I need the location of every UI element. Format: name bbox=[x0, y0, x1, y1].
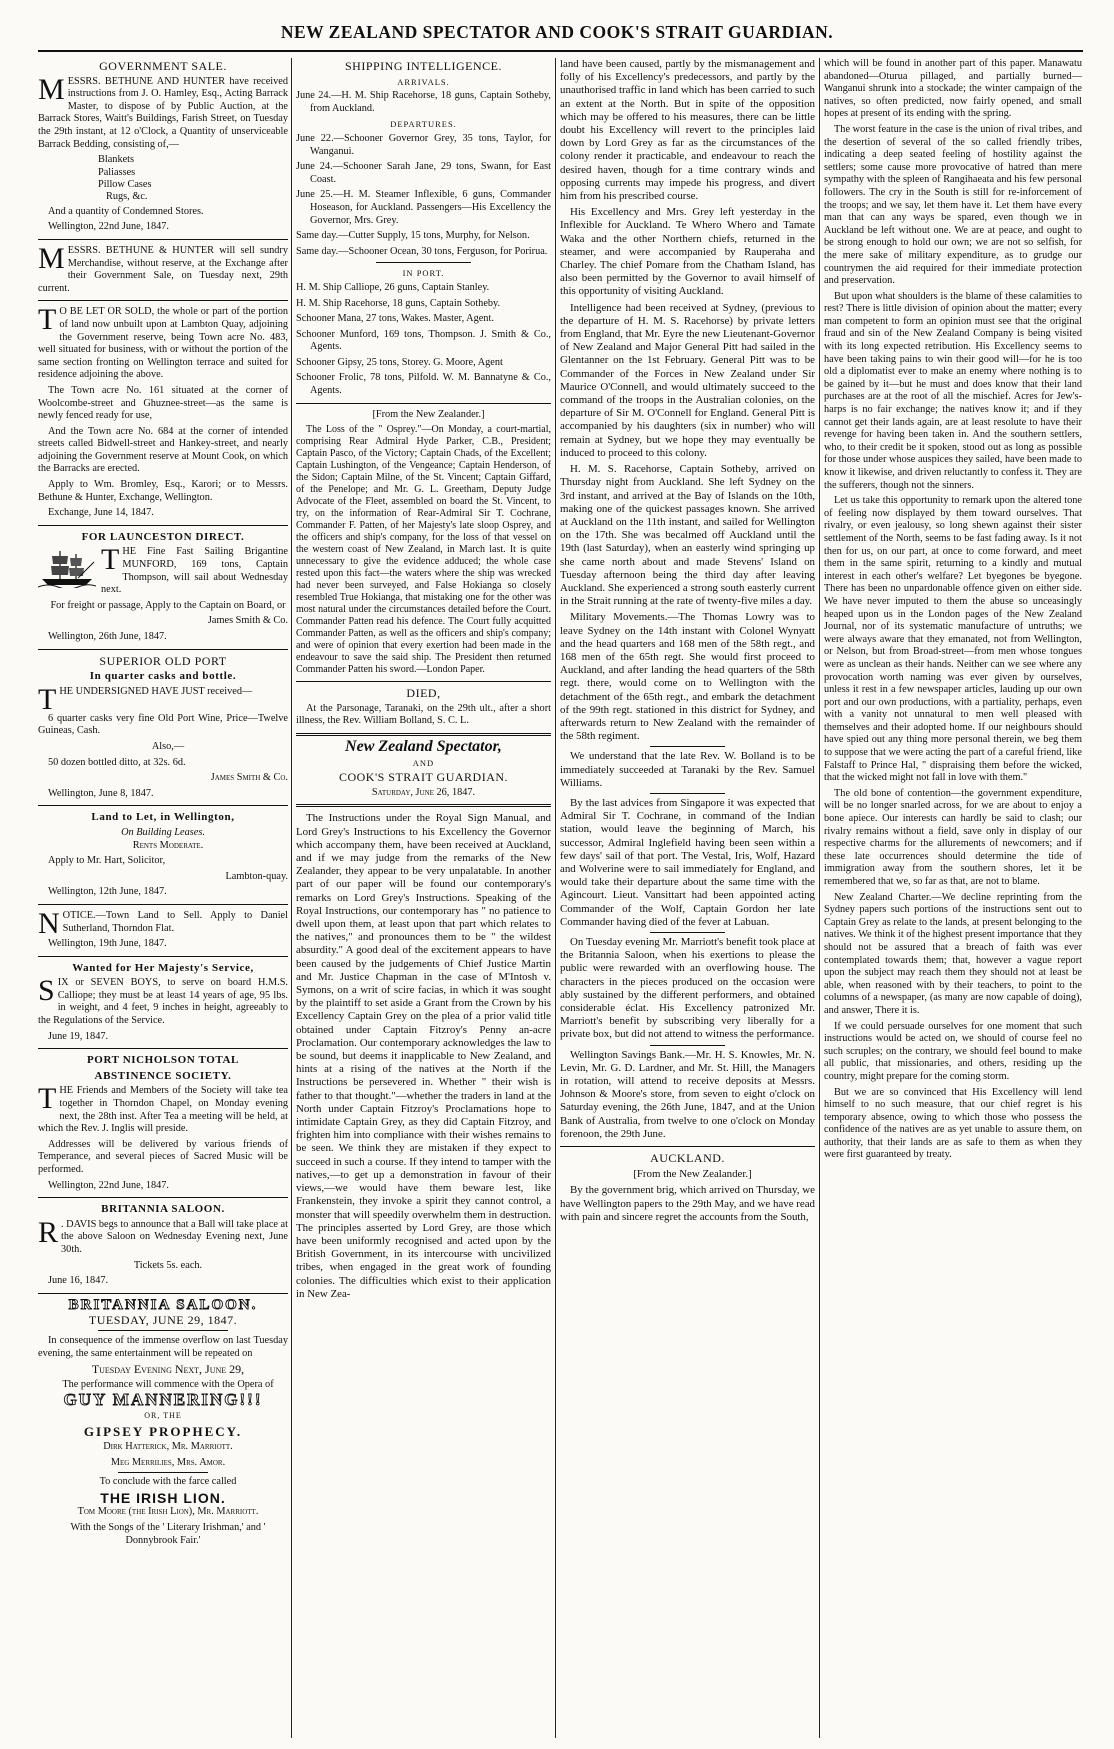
newspaper-subtitle: COOK'S STRAIT GUARDIAN. bbox=[338, 770, 509, 785]
divider bbox=[650, 932, 725, 933]
divider bbox=[650, 746, 725, 747]
gov-sale-items: Blankets Paliasses Pillow Cases Rugs, &c. bbox=[98, 154, 152, 203]
osprey-article: The Loss of the " Osprey."—On Monday, a court-martial, comprising Rear Admiral Hyde Parker, C.B., President; Captain Pasco, of the Victory; Captain Chads, of the Excellent; Captain Lushington, of the Vengeance; Captain Henderson, of the Sidon; Captain Milne, of the St. Vincent; Captain Giffard, of the Penelope; and Mr. G. L. Greetham, Deputy Judge Advocate of the Fleet, assembled on board the St. Vincent, to try, on the information of Rear-Admiral Sir T. Cochrane, Commander F. Patten, of her Majesty's late sloop Osprey, and the officers and ship's company, for the loss of that vessel on the western coast of New Zealand, in March last. It is quite unnecessary to give the evidence adduced; the whole case rested upon this fact—the waters where the ship was wrecked had never been surveyed, and False Hokianga so closely resembled True Hokianga, that mistaking one for the other was most natural under the circumstances detailed before the Court. Commander Patten read his defence. The Court fully acquitted Commander Patten, as well as the officers and ship's company; and were of opinion that every exertion had been made in the endeavour to save the said ship. The President then returned Commander Patten his sword.—London Paper. bbox=[296, 424, 551, 676]
opera-title: GUY MANNERING!!! bbox=[63, 1390, 263, 1410]
column-2: SHIPPING INTELLIGENCE. ARRIVALS. June 24.—H. M. Ship Racehorse, 18 guns, Captain Sotheby, from Auckland. DEPARTURES. June 22.—Schooner Governor Grey, 35 tons, Taylor, for Wanganui. June 24.—Schooner Sarah Jane, 29 tons, Swann, for East Coast. June 25.—H. M. Steamer Inflexible, 6 guns, Commander Hoseason, for Auckland. Passengers—His Excellency the Governor, Mrs. Grey. Same day.—Cutter Supply, 15 tons, Murphy, for Nelson. Same day.—Schooner Ocean, 30 tons, Ferguson, for Porirua. IN PORT. H. M. Ship Calliope, 26 guns, Captain Stanley. H. M. Ship Racehorse, 18 guns, Captain Sotheby. Schooner Mana, 27 tons, Wakes. Master, Agent. Schooner Munford, 169 tons, Thompson. J. Smith & Co., Agents. Schooner Gipsy, 25 tons, Storey. G. Moore, Agent Schooner Frolic, 78 tons, Pilfold. W. M. Bannatyne & Co., Agents. [From the New Zealander.] The Loss of the " Osprey."—On Monday, a court-martial, comprising Rear Admiral Hyde Parker, C.B., President; Captain Pasco, of the Victory; Captain Chads, of the Excellent; Captain Lushington, of the Vengeance; Captain Henderson, of the Sidon; Captain Milne, of the St. Vincent; Captain Giffard, of the Penelope; and Mr. G. L. Greetham, Deputy Judge Advocate of the Fleet, assembled on board the St. Vincent, to try, on the information of Rear-Admiral Sir T. Cochrane, Commander F. Patten, of her Majesty's late sloop Osprey, and the officers and ship's company, for the loss of that vessel on the western coast of New Zealand, in March last. It is quite unnecessary to give the evidence adduced; the whole case rested upon this fact—the waters where the ship was wrecked had never been surveyed, and False Hokianga so closely resembled True Hokianga, that mistaking one for the other was most natural under the circumstances detailed before the Court. Commander Patten read his defence. The Court fully acquitted Commander Patten, as well as the officers and ship's company; and were of opinion that every exertion had been made in the endeavour to save the said ship. The President then returned Commander Patten his sword.—London Paper. DIED, At the Parsonage, Taranaki, on the 29th ult., after a short illness, the Rev. William Bolland, S. C. L. New Zealand Spectator, AND COOK'S STRAIT GUARDIAN. Saturday, June 26, 1847. The Instructions under the Royal Sign Manual, and Lord Grey's Instructions to his Excellency the Governor which accompany them, have been received at Auckland, and if we may judge from the remarks of the New Zealander, they appear to be very unpalatable. In another part of our paper will be found our contemporary's remarks on Lord Grey's Instructions. Speaking of the Royal Instructions, our contemporary has " no patience to dwell upon them, at least upon that part which relates to the natives," and pronounces them to be " the wildest absurdity." A good deal of the excitement appears to have been caused by the judgements of Chief Justice Martin and Mr. Justice Chapman in the case of M'Intosh v. Symons, on a writ of scire facias, in which it was sought by the plaintiff to set aside a Grant from the Crown by his Excellency Captain Grey on the plea of a prior valid title obtained under Captain Fitzroy's Penny an-acre Proclamation. Our contemporary acknowledges the law to be sound, but deems it inapplicable to New Zealand, and hints at a rising of the natives at the North if the Instructions be persevered in. Whether " their wish is father to that thought."—whether the traders in land at the North under Captain Fitzroy's Proclamations hope to intimidate Captain Grey, as they did Captain Fitzroy, and frighten him into compliance with their wishes remains to be seen. We think they are mistaken if they expect to succeed in such a course. If they intend to tamper with the natives,—to get up a demonstration in favour of their views,—we would have them beware lest, like Frankenstein, they invoke a spirit they cannot control, a monster that will speedily overwhelm them in destruction. The principles asserted by Lord Grey, are those which have been uniformly recognised and acted upon by the British Government, in its intercourse with uncivilized tribes, when engaged in the great work of founding colonies. The difficulties which exist to their application in New Zea- bbox=[296, 59, 551, 1300]
divider bbox=[118, 1472, 208, 1473]
divider bbox=[296, 403, 551, 404]
auckland-heading: AUCKLAND. bbox=[650, 1151, 725, 1166]
column-4: which will be found in another part of this paper. Manawatu abandoned—Oturua pillaged, and partially burned—Wanganui shrunk into a stockade; the winter campaign of the natives, so often predicted, now fairly opened, and small hopes at present of its ending with the spring. The worst feature in the case is the union of rival tribes, and the desertion of several of the so called friendly tribes, indicating a deep seated feeling of hostility against the settlers; some cause more provocative of hatred than mere sympathy with the spleen of Rangihaeata and his few personal followers. The cry in the South is still for re-inforcement of the troops; and we say, let them have it. Let them have every man that can any ways be spared, even though we in Auckland be left without one. We are at peace, and ought to be strong enough to hold our own; we are not so selfish, for the mere sake of military expenditure, as to grudge our countrymen the aid required for their immediate protection and preservation. But upon what shoulders is the blame of these calamities to rest? There is little division of opinion about the matter; every man competent to form an opinion must see that the original fraud and sin of the New Zealand Company is being visited with its long expected retribution. His Excellency seems to have been taking pains to win their good will—for he is too old a diplomatist ever to make an enemy where nothing is to be gained by it—but he must and does know that their land purchases are at the root of all the mischief. Acres for Jew's-harps is no fair exchange; the natives know it; and if they cannot get their lands again, are at least resolute to have their revenge for having been taken in. And the southern settlers, who, to their credit be it spoken, stood out as long as possible for those under whose auspices they sailed, have been made to know it likewise, and driven reluctantly to confess it. They are the sufferers, though not the sinners. Let us take this opportunity to remark upon the altered tone of feeling now displayed by them toward ourselves. That rivalry, or even jealousy, so long shewn against their sister settlement of the North, seems to be fast fading away. Is it not then for us, on our part, at once to come forward, and meet them in the same spirit, returning to a kindly and mutual interest in each other's welfare? Let byegones be byegone. There has been no unpardonable offence given on either side. We have never imputed to them the abuse so unceasingly heaped upon us in the London pages of the New Zealand Journal, nor of its systematic manufacture of untruths; we were always aware that they emanated, not from Wellington, or Nelson, but from Broad-street—from men whose tongues were as unclean as their hands. Neither can we see where any provocation worth naming was ever given by ourselves, unless it rest in a few newspaper articles, lauding up our own port and our own productions, with a partiality, perhaps, even with a vanity not unnatural to men well pleased with themselves and their adopted home. If our neighbours should have spied out any thing more personal therein, we beg them to suppose that we were acting the part of a careful friend, like Falstaff to Prince Hal, " dispraising them before the wicked, that the wicked might not fall in love with them." The old bone of contention—the government expenditure, will be no longer snarled across, for we are about to enjoy a bone apiece. Our interests can hardly be said to clash; our rivalry remains without a field, save only in display of our respective charms for the allurements of newcomers; and if these late occurrences should determine the tide of immigration away from the southern shores, let it be remembered that we, so far as that, are not to blame. New Zealand Charter.—We decline reprinting from the Sydney papers such portions of the instructions sent out to Captain Grey as relate to the lands, at present belonging to the natives. We think it of the highest present importance that they should not be assured that a breach of faith was ever contemplated towards them; that, however a vague report upon the subject may reach them they should not at least be able, when reasoned with by their teachers, to point to the columns of a newspaper, (as many are now capable of doing), and answer, There it is. If we could persuade ourselves for one moment that such instructions would be acted on, we should of course feel no such scruples; on the contrary, we should feel bound to make all public, that missionaries, and others, residing up the country, might prepare for the coming storm. But we are so convinced that His Excellency will lend himself to no such measure, that our chief regret is his temporary absence, owing to which those who possess the confidence of the natives are as yet unable to assure them, on authority, that their lands are as safe to them as when they were first guaranteed by treaty. bbox=[824, 58, 1082, 1161]
divider bbox=[296, 804, 551, 807]
column-3: land have been caused, partly by the mismanagement and folly of his Excellency's predecessors, and partly by the unauthorised traffic in land which has been carried to such an extent at the North. But in spite of the opposition which may be offered to his measures, there can be little doubt his Excellency will revert to the principles laid down by Lord Grey as far as the circumstances of the colony render it practicable, and endeavour to reach the desired haven, though for a time contrary winds and opposing currents may impede his progress, and divert him from his prescribed course. His Excellency and Mrs. Grey left yesterday in the Inflexible for Auckland. Te Whero Whero and Tamate Waka and the other Northern chiefs, returned in the steamer, and were accompanied by Rauperaha and Charley. The chief Pomare from the Chatham Island, has also been permitted by the Governor to avail himself of this opportunity of visiting Auckland. Intelligence had been received at Sydney, (previous to the departure of H. M. S. Racehorse) by private letters from England, that Mr. Eyre the new Lieutenant-Governor of New Zealand and Major General Pitt had sailed in the Glentanner on the 1st February. General Pitt was to be Commander of the Forces in New Zealand under Sir Maurice O'Connell, and would ultimately succeed to the command of the troops in the Australian colonies, on the departure of Sir M. O'Connell for England. General Pitt is accompanied by his daughters (six in number) who will remain at Sydney, but we hope they may eventually be induced to proceed to this colony. H. M. S. Racehorse, Captain Sotheby, arrived on Thursday night from Auckland. She left Sydney on the 3rd instant, and arrived at the Bay of Islands on the 10th, making one of the quickest passages known. She arrived at Auckland on the 11th instant, and sailed for Wellington on the 17th. She was becalmed off Auckland until the 19th (last Saturday), when an easterly wind springing up she came north about and made Stevens' Island on Tuesday afternoon being the third day after leaving Auckland. She experienced a strong south easterly current in the Strait running at the rate of twenty-five miles a day. Military Movements.—The Thomas Lowry was to leave Sydney on the 14th instant with Colonel Wynyatt and the head quarters and 168 men of the 58th regt., and 168 men of the 65th regt. She would first proceed to Auckland, and after landing the head quarters of the 58th regt. there, would come on to Wellington with the detachment of the 65th regt., and embark the detachment of the 99th regt. stationed in this district for Sydney, and afterwards return to New Zealand with the remainder of the 58th regiment. We understand that the late Rev. W. Bolland is to be immediately succeeded at Taranaki by the Rev. Samuel Williams. By the last advices from Singapore it was expected that Admiral Sir T. Cochrane, in command of the Indian station, would leave the beginning of March, his successor, Admiral Inglefield having been seen within a few days' sail of that port. The Vestal, Iris, Wolf, Hazard and Wolverine were to sail immediately for England, and would take their departure about the same time with the Agincourt. Lieut. Vansittart had been appointed acting Commander of the Wolf, Captain Gordon her late Commander having died of the fever at Labuan. On Tuesday evening Mr. Marriott's benefit took place at the Britannia Saloon, when his exertions to please the public were rewarded with an overflowing house. The characters in the pieces produced on the occasion were ably sustained by the different performers, and obtained considerable éclat. His Excellency patronized Mr. Marriott's benefit by subscribing very liberally for a private box, but did not attend to witness the performance. Wellington Savings Bank.—Mr. H. S. Knowles, Mr. N. Levin, Mr. G. D. Lardner, and Mr. St. Hill, the Managers in rotation, will attend to receive deposits at Messrs. Johnson & Moore's store, from seven to eight o'clock on Saturday evening, the 26th June, 1847, and at the Union Bank of Australia, from twelve to one o'clock on Monday forenoon, the 29th June. AUCKLAND. [From the New Zealander.] By the government brig, which arrived on Thursday, we have Wellington papers to the 29th May, and we have read with pain and sincere regret the accounts from the South, bbox=[560, 58, 815, 1223]
divider bbox=[98, 1330, 228, 1331]
divider bbox=[296, 733, 551, 736]
divider bbox=[560, 1146, 815, 1147]
divider bbox=[38, 300, 288, 301]
opera-subtitle: GIPSEY PROPHECY. bbox=[83, 1423, 243, 1439]
column-rule bbox=[291, 58, 292, 1738]
divider bbox=[38, 956, 288, 957]
dropcap: M bbox=[38, 72, 65, 106]
ship-icon bbox=[38, 548, 96, 588]
newspaper-title: New Zealand Spectator, bbox=[345, 738, 502, 756]
died-heading: DIED, bbox=[406, 686, 441, 701]
let-notice: T O BE LET OR SOLD, the whole or part of the portion of land now unbuilt upon at Lambton Quay, adjoining the Government reserve, being Town acre No. 483, well situated for business, with or without the portion of the same section fronting on Wellington terrace and suited for residence adjoining the above. bbox=[38, 303, 288, 381]
divider bbox=[650, 1045, 725, 1046]
divider bbox=[38, 1197, 288, 1198]
abstinence-heading: PORT NICHOLSON TOTAL bbox=[86, 1054, 239, 1067]
column-1: GOVERNMENT SALE. MESSRS. BETHUNE AND HUNTER have received instructions from J. O. Hamley, Esq., Acting Barrack Master, to dispose of by Public Auction, at the Barrack Stores, Waitt's Buildings, Farish Street, on Tuesday the 29th instant, at 12 o'Clock, a Quantity of unserviceable Barrack Bedding, consisting of,— Blankets Paliasses Pillow Cases Rugs, &c. And a quantity of Condemned Stores. Wellington, 22nd June, 1847. MESSRS. BETHUNE & HUNTER will sell sundry Merchandise, without reserve, at the Exchange after their Government Sale, on Tuesday next, 29th current. T O BE LET OR SOLD, the whole or part of the portion of land now unbuilt upon at Lambton Quay, adjoining the Government reserve, being Town acre No. 483, well situated for business, with or without the portion of the same section fronting on Wellington terrace and suited for residence adjoining the above. The Town acre No. 161 situated at the corner of Woolcombe-street and Ghuznee-street—as the same is newly fenced ready for use, And the Town acre No. 684 at the corner of intended streets called Bidwell-street and Hankey-street, and nearly adjoining the Government reserve at Mount Cook, on which the Barracks are erected. Apply to Wm. Bromley, Esq., Karori; or to Messrs. Bethune & Hunter, Exchange, Wellington. Exchange, June 14, 1847. FOR LAUNCESTON DIRECT. THE Fine Fast Sailing Brigantine MUNFORD, 169 tons, Captain Thompson, will sail about Wednesday next. For freight or passage, Apply to the Captain on Board, or James Smith & Co. Wellington, 26th June, 1847. SUPERIOR OLD PORT In quarter casks and bottle. THE UNDERSIGNED HAVE JUST received— 6 quarter casks very fine Old Port Wine, Price—Twelve Guineas, Cash. Also,— 50 dozen bottled ditto, at 32s. 6d. James Smith & Co. Wellington, June 8, 1847. Land to Let, in Wellington, On Building Leases. Rents Moderate. Apply to Mr. Hart, Solicitor, Lambton-quay. Wellington, 12th June, 1847. NOTICE.—Town Land to Sell. Apply to Daniel Sutherland, Thorndon Flat. Wellington, 19th June, 1847. Wanted for Her Majesty's Service, SIX or SEVEN BOYS, to serve on board H.M.S. Calliope; they must be at least 14 years of age, 95 lbs. in weight, and 4 feet, 9 inches in height, agreeably to the Regulations of the Service. June 19, 1847. PORT NICHOLSON TOTAL ABSTINENCE SOCIETY. THE Friends and Members of the Society will take tea together in Thorndon Chapel, on Monday evening next, the 28th inst. After Tea a meeting will be held, at which the Rev. J. Inglis will preside. Addresses will be delivered by various friends of Temperance, and several pieces of Sacred Music will be performed. Wellington, 22nd June, 1847. BRITANNIA SALOON. R . DAVIS begs to announce that a Ball will take place at the above Saloon on Wednesday Evening next, June 30th. Tickets 5s. each. June 16, 1847. BRITANNIA SALOON. TUESDAY, JUNE 29, 1847. In consequence of the immense overflow on last Tuesday evening, the same entertainment will be repeated on Tuesday Evening Next, June 29, The performance will commence with the Opera of GUY MANNERING!!! OR, THE GIPSEY PROPHECY. Dirk Hatterick, Mr. Marriott. Meg Merrilies, Mrs. Amor. To conclude with the farce called THE IRISH LION. Tom Moore (the Irish Lion), Mr. Marriott. With the Songs of the ' Literary Irishman,' and ' Donnybrook Fair.' bbox=[38, 59, 288, 1546]
divider bbox=[296, 681, 551, 682]
divider bbox=[650, 793, 725, 794]
gov-sale-heading: GOVERNMENT SALE. bbox=[99, 59, 227, 73]
britannia-fancy-heading: BRITANNIA SALOON. bbox=[68, 1296, 258, 1313]
column-rule bbox=[555, 58, 556, 1738]
port-subheading: In quarter casks and bottle. bbox=[89, 670, 237, 683]
column-rule bbox=[819, 58, 820, 1738]
farce-title: THE IRISH LION. bbox=[100, 1489, 226, 1506]
wanted-heading: Wanted for Her Majesty's Service, bbox=[72, 961, 254, 974]
launceston-heading: FOR LAUNCESTON DIRECT. bbox=[81, 530, 245, 543]
launceston-notice: THE Fine Fast Sailing Brigantine MUNFORD, 169 tons, Captain Thompson, will sail about Wednesday next. For freight or passage, Apply to the Captain on Board, or James Smith & Co. Wellington, 26th June, 1847. bbox=[38, 546, 288, 643]
issue-date: Saturday, June 26, 1847. bbox=[371, 786, 476, 798]
merch-notice: MESSRS. BETHUNE & HUNTER will sell sundry Merchandise, without reserve, at the Exchange after their Government Sale, on Tuesday next, 29th current. bbox=[38, 241, 288, 294]
divider bbox=[38, 525, 288, 526]
editorial: The Instructions under the Royal Sign Manual, and Lord Grey's Instructions to his Excellency the Governor which accompany them, have been received at Auckland, and if we may judge from the remarks of the New Zealander, they appear to be very unpalatable. In another part of our paper will be found our contemporary's remarks on Lord Grey's Instructions. Speaking of the Royal Instructions, our contemporary has " no patience to dwell upon them, at least upon that part which relates to the natives," and pronounces them to be " the wildest absurdity." A good deal of the excitement appears to have been caused by the judgements of Chief Justice Martin and Mr. Justice Chapman in the case of M'Intosh v. Symons, on a writ of scire facias, in which it was sought by the plaintiff to set aside a Grant from the Crown by his Excellency Captain Grey on the plea of a prior valid title obtained under Captain Fitzroy's Penny an-acre Proclamation. Our contemporary acknowledges the law to be sound, but deems it inapplicable to New Zealand, and hints at a rising of the natives at the North if the Instructions be persevered in. Whether " their wish is father to that thought."—whether the traders in land at the North under Captain Fitzroy's Proclamations hope to intimidate Captain Grey, as they did Captain Fitzroy, and frighten him into compliance with their wishes remains to be seen. We think they are mistaken if they expect to succeed in such a course. If they intend to tamper with the natives,—to get up a demonstration in favour of their views,—we would have them beware lest, like Frankenstein, they invoke a spirit they cannot control, a monster that will speedily overwhelm them in destruction. The principles asserted by Lord Grey, are those which have been uniformly recognised and acted upon by the British Government, in its intercourse with uncivilized tribes, when engaged in the great work of founding colonies. The difficulties which exist to their application in New Zea- bbox=[296, 812, 551, 1300]
divider bbox=[38, 1293, 288, 1294]
masthead-rule bbox=[38, 50, 1083, 52]
divider bbox=[38, 1048, 288, 1049]
port-heading: SUPERIOR OLD PORT bbox=[99, 653, 227, 668]
shipping-heading: SHIPPING INTELLIGENCE. bbox=[345, 59, 502, 73]
land-heading: Land to Let, in Wellington, bbox=[91, 811, 235, 824]
divider bbox=[376, 262, 471, 263]
divider bbox=[38, 904, 288, 905]
divider bbox=[38, 805, 288, 806]
masthead: NEW ZEALAND SPECTATOR AND COOK'S STRAIT GUARDIAN. bbox=[280, 22, 834, 42]
divider bbox=[38, 239, 288, 240]
gov-sale-body: MESSRS. BETHUNE AND HUNTER have received instructions from J. O. Hamley, Esq., Acting Barrack Master, to dispose of by Public Auction, at the Barrack Stores, Waitt's Buildings, Farish Street, on Tuesday the 29th instant, at 12 o'Clock, a Quantity of unserviceable Barrack Bedding, consisting of,— bbox=[38, 72, 288, 150]
divider bbox=[38, 649, 288, 650]
britannia-heading: BRITANNIA SALOON. bbox=[101, 1203, 225, 1216]
